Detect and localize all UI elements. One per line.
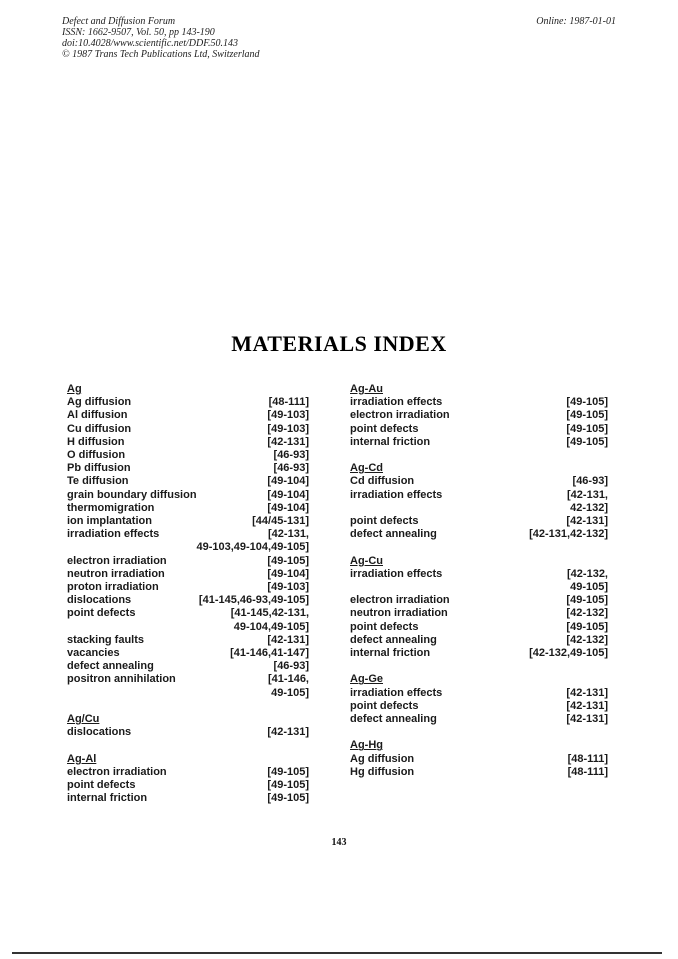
entry-term: proton irradiation xyxy=(67,581,159,594)
entry-term: Ag diffusion xyxy=(67,396,132,409)
entry-term: electron irradiation xyxy=(350,594,450,607)
entry-term: point defects xyxy=(67,779,136,792)
entry-reference: [42-131] xyxy=(566,713,608,726)
section-gap xyxy=(350,726,608,739)
bottom-rule xyxy=(12,952,662,954)
entry-term: defect annealing xyxy=(350,713,437,726)
entry-term: vacancies xyxy=(67,647,120,660)
entry-term: Hg diffusion xyxy=(350,765,415,778)
index-entry xyxy=(350,528,608,541)
entry-reference: [48-111] xyxy=(268,396,309,409)
material-heading: Ag xyxy=(67,383,82,395)
entry-reference-continued: 49-105] xyxy=(570,581,608,594)
entry-reference: [49-103] xyxy=(267,581,309,594)
entry-term: grain boundary diffusion xyxy=(67,488,197,501)
entry-reference: [48-111] xyxy=(567,752,608,765)
entry-reference-continued: 49-105] xyxy=(271,686,309,699)
entry-term: point defects xyxy=(350,422,419,435)
entry-reference-continued: 49-103,49-104,49-105] xyxy=(196,541,309,554)
journal-header xyxy=(62,16,260,60)
index-entry xyxy=(67,594,309,607)
entry-term: point defects xyxy=(350,620,419,633)
entry-reference: [49-105] xyxy=(267,765,309,778)
index-entry xyxy=(350,475,608,488)
entry-reference: [42-131] xyxy=(267,633,309,646)
entry-reference: [49-105] xyxy=(566,594,608,607)
entry-term: Pb diffusion xyxy=(67,462,131,475)
entry-term: internal friction xyxy=(350,435,431,448)
index-entry xyxy=(67,409,309,422)
index-entry xyxy=(67,555,309,568)
index-column-left xyxy=(67,383,309,805)
entry-term: irradiation effects xyxy=(350,396,443,409)
entry-reference: [49-105] xyxy=(267,554,309,567)
entry-term: internal friction xyxy=(350,647,431,660)
material-heading: Ag-Cd xyxy=(350,462,383,475)
entry-reference-continued: 49-104,49-105] xyxy=(233,620,309,633)
entry-reference: [49-104] xyxy=(267,501,309,514)
index-entry xyxy=(67,647,309,660)
entry-reference: [46-93] xyxy=(273,462,309,475)
entry-reference: [49-105] xyxy=(267,792,309,805)
entry-term: thermomigration xyxy=(67,501,155,514)
index-section xyxy=(67,713,309,739)
page-number: 143 xyxy=(331,837,347,848)
entry-term: positron annihilation xyxy=(67,673,176,686)
entry-reference: [42-131] xyxy=(267,726,309,739)
entry-reference: [48-111] xyxy=(567,765,608,778)
index-entry xyxy=(350,766,608,779)
entry-reference: [42-131,42-132] xyxy=(529,528,608,541)
entry-term: defect annealing xyxy=(350,633,437,646)
section-gap xyxy=(67,739,309,752)
entry-reference: [46-93] xyxy=(273,449,309,462)
entry-term: Ag diffusion xyxy=(350,752,415,765)
index-entry xyxy=(67,726,309,739)
entry-reference: [42-131] xyxy=(566,699,608,712)
entry-term: Te diffusion xyxy=(67,475,129,488)
entry-term: irradiation effects xyxy=(350,488,443,501)
entry-term: dislocations xyxy=(67,594,132,607)
entry-term: electron irradiation xyxy=(67,765,167,778)
index-entry xyxy=(67,423,309,436)
entry-reference: [42-132, xyxy=(567,567,608,580)
index-entry xyxy=(350,436,608,449)
entry-term: H diffusion xyxy=(67,435,125,448)
entry-term: point defects xyxy=(67,607,136,620)
entry-term: point defects xyxy=(350,699,419,712)
entry-term: irradiation effects xyxy=(67,528,160,541)
entry-reference: [49-105] xyxy=(566,396,608,409)
index-entry xyxy=(350,568,608,581)
entry-reference: [49-104] xyxy=(267,475,309,488)
entry-reference: [46-93] xyxy=(572,475,608,488)
entry-reference: [49-105] xyxy=(566,435,608,448)
index-entry xyxy=(67,396,309,409)
index-entry xyxy=(350,594,608,607)
entry-reference: [42-131] xyxy=(566,515,608,528)
entry-reference: [41-145,42-131, xyxy=(230,607,309,620)
entry-term: neutron irradiation xyxy=(67,567,165,580)
entry-reference: [42-131] xyxy=(566,686,608,699)
material-heading: Ag-Al xyxy=(67,752,97,765)
entry-reference: [49-105] xyxy=(566,409,608,422)
index-entry xyxy=(350,423,608,436)
entry-reference: [41-145,46-93,49-105] xyxy=(198,594,309,607)
index-entry xyxy=(67,581,309,594)
entry-term: stacking faults xyxy=(67,633,145,646)
entry-term: electron irradiation xyxy=(350,409,450,422)
material-heading: Ag-Ge xyxy=(350,673,383,686)
entry-reference: [41-146,41-147] xyxy=(230,647,309,660)
index-entry xyxy=(350,634,608,647)
index-entry xyxy=(67,779,309,792)
index-entry xyxy=(67,515,309,528)
header-issn: ISSN: 1662-9507, Vol. 50, pp 143-190 xyxy=(62,27,215,38)
index-entry xyxy=(67,792,309,805)
index-section xyxy=(350,739,608,779)
index-entry xyxy=(350,647,608,660)
index-entry xyxy=(67,502,309,515)
entry-reference: [49-105] xyxy=(566,422,608,435)
entry-term: point defects xyxy=(350,515,419,528)
material-heading: Ag-Hg xyxy=(350,739,383,752)
index-entry xyxy=(67,568,309,581)
entry-reference: [42-131, xyxy=(268,528,309,541)
online-date: Online: 1987-01-01 xyxy=(536,16,616,27)
entry-term: Cd diffusion xyxy=(350,475,415,488)
material-heading: Ag-Au xyxy=(350,383,383,395)
index-entry xyxy=(67,673,309,686)
index-entry xyxy=(350,687,608,700)
index-entry xyxy=(350,489,608,502)
index-entry xyxy=(350,409,608,422)
entry-reference: [49-105] xyxy=(566,620,608,633)
entry-term: irradiation effects xyxy=(350,686,443,699)
header-journal-name: Defect and Diffusion Forum xyxy=(62,16,176,27)
entry-reference: [49-104] xyxy=(267,488,309,501)
section-gap xyxy=(350,660,608,673)
entry-term: ion implantation xyxy=(67,515,152,528)
entry-reference: [49-103] xyxy=(267,422,309,435)
entry-term: electron irradiation xyxy=(67,554,167,567)
material-heading: Ag-Cu xyxy=(350,554,383,567)
entry-reference: [49-105] xyxy=(267,779,309,792)
index-column-right xyxy=(350,383,608,779)
entry-term: O diffusion xyxy=(67,449,126,462)
entry-reference: [44/45-131] xyxy=(252,515,309,528)
entry-reference-continued: 42-132] xyxy=(570,501,608,514)
entry-reference: [49-103] xyxy=(267,409,309,422)
section-gap xyxy=(67,700,309,713)
entry-term: Cu diffusion xyxy=(67,422,132,435)
entry-term: neutron irradiation xyxy=(350,607,448,620)
index-entry xyxy=(67,449,309,462)
index-entry xyxy=(350,396,608,409)
entry-reference: [42-132] xyxy=(566,633,608,646)
index-entry xyxy=(67,436,309,449)
index-entry xyxy=(350,753,608,766)
entry-term: internal friction xyxy=(67,792,148,805)
index-entry xyxy=(67,607,309,620)
entry-term: defect annealing xyxy=(67,660,154,673)
entry-reference: [41-146, xyxy=(268,673,309,686)
index-entry xyxy=(67,766,309,779)
entry-term: Al diffusion xyxy=(67,409,128,422)
entry-reference: [49-104] xyxy=(267,567,309,580)
index-entry xyxy=(67,475,309,488)
entry-reference: [42-131] xyxy=(267,435,309,448)
index-entry xyxy=(67,660,309,673)
index-section xyxy=(350,555,608,661)
index-entry xyxy=(350,713,608,726)
index-entry xyxy=(350,621,608,634)
section-gap xyxy=(350,541,608,554)
entry-term: defect annealing xyxy=(350,528,437,541)
entry-term: dislocations xyxy=(67,726,132,739)
page-title: MATERIALS INDEX xyxy=(231,331,447,356)
index-section xyxy=(67,753,309,806)
index-entry xyxy=(67,528,309,541)
entry-reference: [42-132,49-105] xyxy=(529,647,608,660)
header-doi: doi:10.4028/www.scientific.net/DDF.50.143 xyxy=(62,38,239,49)
entry-reference: [42-131, xyxy=(567,488,608,501)
header-copyright: © 1987 Trans Tech Publications Ltd, Switzerland xyxy=(62,49,260,60)
index-entry xyxy=(350,700,608,713)
index-section xyxy=(350,383,608,449)
index-section xyxy=(67,383,309,700)
entry-term: irradiation effects xyxy=(350,567,443,580)
index-entry xyxy=(350,607,608,620)
index-entry xyxy=(67,462,309,475)
material-heading: Ag/Cu xyxy=(67,713,100,726)
index-section xyxy=(350,462,608,541)
index-section xyxy=(350,673,608,726)
section-gap xyxy=(350,449,608,462)
index-entry xyxy=(350,515,608,528)
entry-reference: [46-93] xyxy=(273,660,309,673)
index-entry xyxy=(67,489,309,502)
entry-reference: [42-132] xyxy=(566,607,608,620)
index-entry xyxy=(67,634,309,647)
